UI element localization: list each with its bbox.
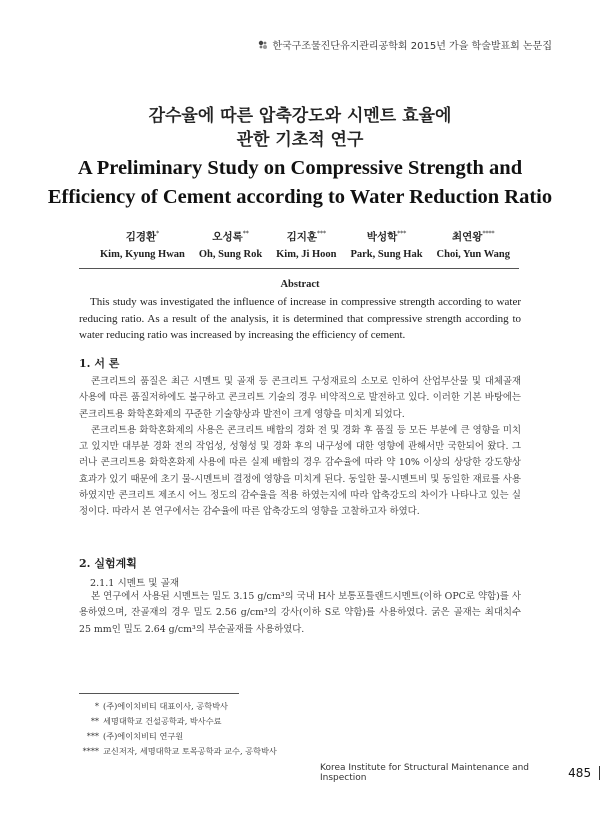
paragraph: 콘크리트의 품질은 최근 시멘트 및 골재 등 콘크리트 구성재료의 소모로 인하여 산업부산물 및 대체골재 사용에 따른 품질저하에도 불구하고 콘크리트 기술의 경우 비약적으로 발전하고 있다. 이러한 기본 바탕에는 콘크리트용 화학혼화제의 꾸준한 기술향상과 발전이 크게 영향을 미치게 되었다.	[79, 376, 521, 420]
author-list	[100, 229, 510, 260]
korean-title	[0, 104, 600, 152]
author-name-kr: 김지훈	[286, 231, 318, 243]
korean-title-line1: 감수율에 따른 압축강도와 시멘트 효율에	[148, 106, 452, 126]
page-number: 485	[568, 766, 592, 780]
author-name-kr: 최연왕	[452, 231, 483, 243]
author	[276, 229, 336, 260]
author-name-kr: 오성록	[212, 231, 243, 243]
author	[350, 229, 422, 260]
abstract-title: Abstract	[280, 279, 320, 290]
abstract-divider	[79, 268, 519, 269]
author-name-en: Choi, Yun Wang	[436, 249, 510, 260]
journal-logo-icon	[258, 40, 268, 50]
section-heading-introduction: 1. 서 론	[79, 357, 120, 370]
korean-title-line2: 관한 기초적 연구	[236, 130, 364, 150]
author-name-en: Kim, Ji Hoon	[276, 249, 337, 260]
author-mark: **	[242, 230, 249, 238]
author	[199, 229, 262, 260]
author-mark: *	[156, 230, 160, 238]
paragraph: 콘크리트용 화학혼화제의 사용은 콘크리트 배합의 경화 전 및 경화 후 품질 등 모든 부분에 큰 영향을 미치고 있지만 대부분 경화 전의 작업성, 성형성 및 경화 후의 내구성에 대한 영향에 관해서만 국한되어 왔다. 그러나 콘크리트용 화학혼화제 사용에 따른 실제 배합의 경우 감수율에 따라 약 10% 이상의 상당한 강도향상 효과가 있기 때문에 초기 물-시멘트비 결정에 영향을 미치게 된다. 동일한 물-시멘트비 및 동일한 재료를 사용하였지만 콘크리트 제조시 어느 정도의 감수율을 적용 하였는지에 따라 압축강도의 차이가 나타나고 있는 실정이다. 따라서 본 연구에서는 감수율에 따른 압축강도의 영향을 고찰하고자 하였다.	[79, 424, 521, 518]
abstract-text: This study was investigated the influence of increase in compressive strength according to water reducing ratio. As a result of the analysis, it is determined that compressive strength according to water reducing ratio was increased by increasing the efficiency of cement.	[79, 296, 521, 341]
footnote-text: (주)에이치비티 대표이사, 공학박사	[103, 701, 228, 711]
footnote-mark: ***	[86, 731, 99, 741]
author-name-en: Kim, Kyung Hwan	[100, 249, 185, 260]
section-heading-experiment: 2. 실험계획	[79, 557, 137, 570]
english-title-line1: A Preliminary Study on Compressive Strength and	[77, 157, 523, 179]
footnotes	[79, 699, 277, 759]
author-name-kr: 김경환	[125, 231, 157, 243]
footnote-text: 세명대학교 건설공학과, 박사수료	[103, 716, 222, 726]
author-mark: ****	[482, 230, 495, 238]
english-title	[0, 154, 600, 212]
subsection-heading-cement-aggregate: 2.1.1 시멘트 및 골재	[90, 578, 180, 589]
footnote	[79, 714, 277, 729]
footnote	[79, 729, 277, 744]
footnote-mark: *	[94, 701, 99, 711]
author-name-kr: 박성학	[366, 231, 398, 243]
footer-organization: Korea Institute for Structural Maintenance and Inspection	[320, 763, 530, 783]
footnote	[79, 744, 277, 759]
section-body-introduction	[79, 374, 521, 521]
section-body-experiment	[79, 589, 521, 638]
footnote-text: 교신저자, 세명대학교 토목공학과 교수, 공학박사	[103, 746, 277, 756]
journal-name: 한국구조물진단유지관리공학회 2015년 가을 학술발표회 논문집	[272, 41, 552, 52]
footnote-mark: **	[90, 716, 99, 726]
footnote-mark: ****	[82, 746, 99, 756]
author-name-en: Park, Sung Hak	[350, 249, 423, 260]
author-mark: ***	[317, 230, 327, 238]
journal-header	[258, 37, 552, 52]
author	[100, 229, 185, 260]
author-name-en: Oh, Sung Rok	[198, 249, 263, 260]
footnote-divider	[79, 693, 239, 694]
footnote-text: (주)에이치비티 연구원	[103, 731, 184, 741]
author	[437, 229, 510, 260]
author-mark: ***	[397, 230, 407, 238]
page-footer	[320, 763, 600, 783]
paragraph: 본 연구에서 사용된 시멘트는 밀도 3.15 g/cm³의 국내 H사 보통포틀랜드시멘트(이하 OPC로 약함)를 사용하였으며, 잔골재의 경우 밀도 2.56 g/cm³의 강사(이하 S로 약함)를 사용하였다. 굵은 골재는 최대치수 25 mm인 밀도 2.64 g/cm³의 부순골재를 사용하였다.	[79, 591, 521, 635]
footnote	[79, 699, 277, 714]
english-title-line2: Efficiency of Cement according to Water Reduction Ratio	[47, 186, 553, 208]
